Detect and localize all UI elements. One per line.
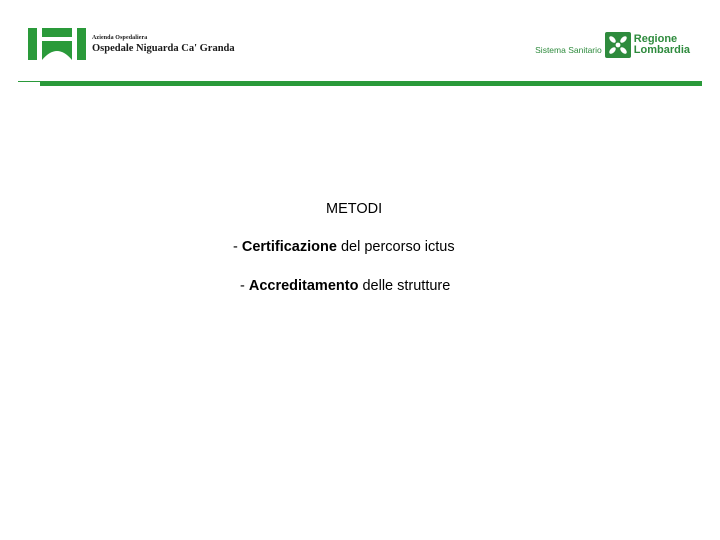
- bullet-dash: -: [240, 278, 245, 294]
- sistema-sanitario-label: Sistema Sanitario: [535, 45, 602, 55]
- hospital-subtitle: Azienda Ospedaliera: [92, 35, 148, 42]
- bullet-bold-term: Certificazione: [241, 239, 337, 255]
- niguarda-bridge-icon: [28, 28, 86, 60]
- hospital-name: Ospedale Niguarda Ca' Granda: [92, 43, 235, 55]
- header-divider: [40, 81, 702, 86]
- bullet-item: [233, 239, 455, 255]
- hospital-logo: [28, 28, 235, 60]
- region-name: [634, 34, 690, 56]
- bullet-text: del percorso ictus: [336, 239, 455, 255]
- bullet-dash: -: [233, 239, 238, 255]
- region-logo: [535, 32, 690, 58]
- header-divider-thin: [18, 81, 40, 82]
- lombardia-rose-icon: [605, 32, 631, 58]
- bullet-item: [240, 278, 450, 294]
- region-name-line2: Lombardia: [633, 44, 690, 56]
- hospital-name-block: [92, 35, 235, 55]
- region-name-line1: Regione: [633, 33, 678, 45]
- slide-heading: METODI: [326, 201, 383, 217]
- bullet-text: delle strutture: [358, 278, 451, 294]
- bullet-bold-term: Accreditamento: [248, 278, 359, 294]
